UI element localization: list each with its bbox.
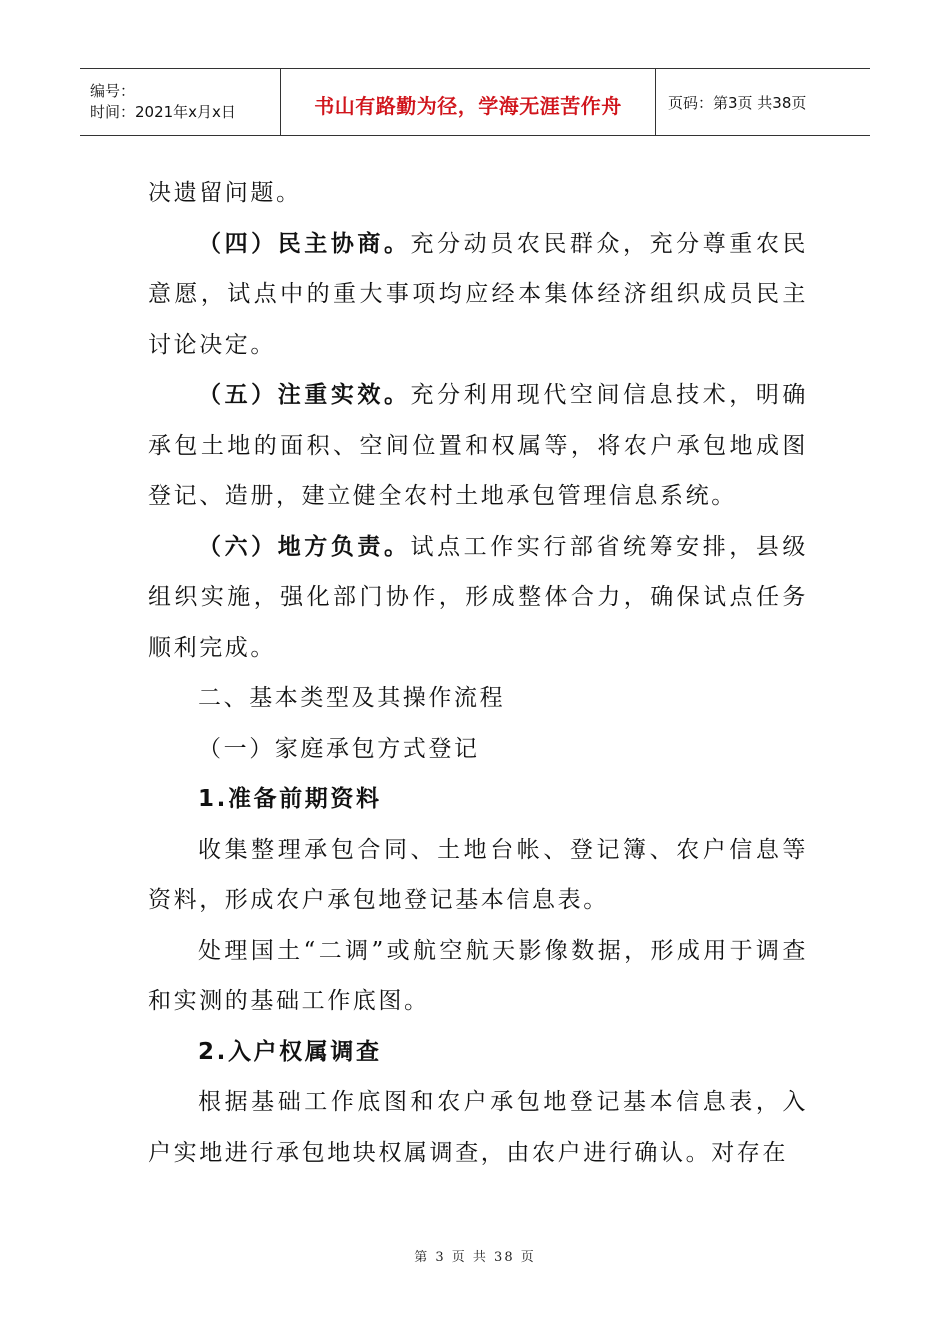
header-page-info-cell bbox=[656, 69, 870, 135]
header-page-info: 页码：第3页 共38页 bbox=[668, 93, 807, 112]
section-heading: 二、基本类型及其操作流程 bbox=[198, 685, 506, 711]
header-motto: 书山有路勤为径，学海无涯苦作舟 bbox=[314, 93, 622, 118]
body-paragraph: 根据基础工作底图和农户承包地登记基本信息表，入户实地进行承包地块权属调查，由农户进行确认。对存在 bbox=[148, 1089, 808, 1166]
body-paragraph: 处理国土“二调”或航空航天影像数据，形成用于调查和实测的基础工作底图。 bbox=[148, 937, 808, 1014]
subsection-heading: （一）家庭承包方式登记 bbox=[198, 735, 480, 762]
document-number-label: 编号： bbox=[90, 82, 136, 100]
header-motto-cell bbox=[281, 69, 656, 135]
principle-title: （六）地方负责。 bbox=[198, 533, 411, 560]
page-header bbox=[80, 68, 870, 136]
principle-title: （五）注重实效。 bbox=[198, 382, 411, 408]
document-time: 时间：2021年x月x日 bbox=[90, 103, 236, 121]
document-body bbox=[148, 168, 808, 1178]
body-paragraph: 收集整理承包合同、土地台帐、登记簿、农户信息等资料，形成农户承包地登记基本信息表。 bbox=[148, 836, 808, 913]
principle-local-responsibility: （六）地方负责。试点工作实行部省统筹安排，县级组织实施，强化部门协作，形成整体合力，确保试点任务顺利完成。 bbox=[148, 533, 808, 661]
page-footer: 第 3 页 共 38 页 bbox=[414, 1250, 536, 1265]
step-heading: 1.准备前期资料 bbox=[198, 786, 382, 812]
header-meta bbox=[80, 69, 281, 135]
step-heading: 2.入户权属调查 bbox=[198, 1038, 382, 1065]
principle-title: （四）民主协商。 bbox=[198, 230, 411, 257]
principle-democratic-consultation: （四）民主协商。充分动员农民群众，充分尊重农民意愿，试点中的重大事项均应经本集体经济组织成员民主讨论决定。 bbox=[148, 230, 808, 358]
paragraph-continuation: 决遗留问题。 bbox=[148, 180, 302, 206]
principle-practical-results: （五）注重实效。充分利用现代空间信息技术，明确承包土地的面积、空间位置和权属等，将农户承包地成图登记、造册，建立健全农村土地承包管理信息系统。 bbox=[148, 382, 808, 509]
